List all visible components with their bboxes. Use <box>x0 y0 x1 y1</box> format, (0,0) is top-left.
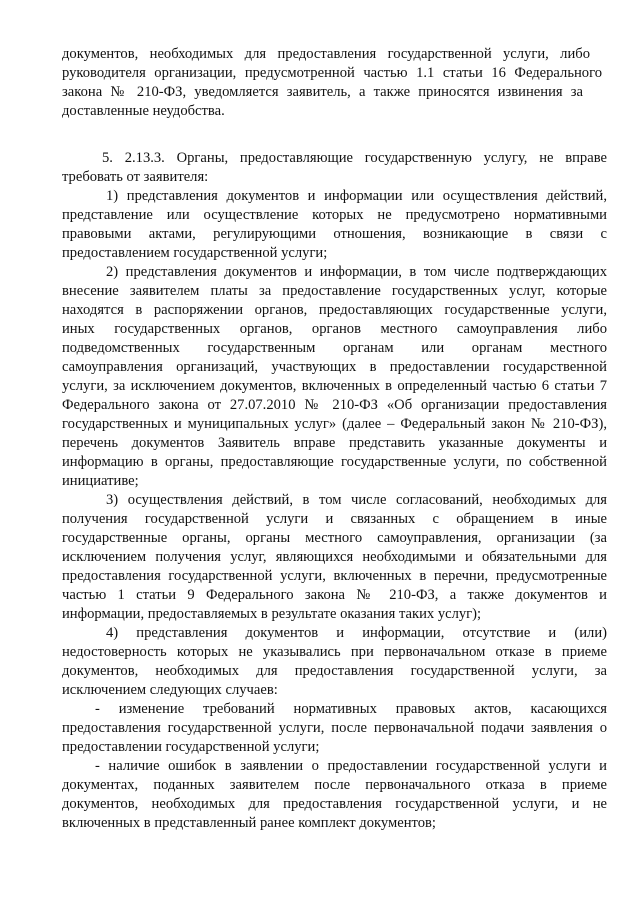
text-line: документов, необходимых для предоставления государственной услуги, и не <box>62 796 607 812</box>
text-line: исключением получения услуг, являющихся необходимыми и обязательными для <box>62 549 607 565</box>
text-line: документах, поданных заявителем после первоначального отказа в приеме <box>62 777 607 793</box>
text-line: документов, необходимых для предоставления государственной услуги, либо <box>62 46 590 62</box>
text-line: включенных в представленный ранее комплект документов; <box>62 815 436 831</box>
text-line: представление или осуществление которых не предусмотрено нормативными <box>62 207 607 223</box>
text-line: предоставления государственной услуги, после первоначальной подачи заявления о <box>62 720 607 736</box>
text-line: требовать от заявителя: <box>62 169 209 185</box>
text-line: иных государственных органов, органов местного самоуправления либо <box>62 321 607 337</box>
text-line: самоуправления организаций, участвующих в предоставлении государственной <box>62 359 607 375</box>
text-line: информации, предоставляемых в результате оказания таких услуг); <box>62 606 482 622</box>
text-line: частью 1 статьи 9 Федерального закона № 210-ФЗ, а также документов и <box>62 587 607 603</box>
text-line: предоставлении государственной услуги; <box>62 739 320 755</box>
text-line: недостоверность которых не указывались при первоначальном отказе в приеме <box>62 644 607 660</box>
text-line: 1) представления документов и информации или осуществления действий, <box>106 188 607 204</box>
text-line: исключением следующих случаев: <box>62 682 278 698</box>
text-line: государственных и муниципальных услуг» (далее – Федеральный закон № 210-ФЗ), <box>62 416 607 432</box>
text-line: получения государственной услуги и связанных с обращением в иные <box>62 511 607 527</box>
text-line: 5. 2.13.3. Органы, предоставляющие государственную услугу, не вправе <box>102 150 607 166</box>
text-line: документов, необходимых для предоставления государственной услуги, за <box>62 663 607 679</box>
text-line: предоставлением государственной услуги; <box>62 245 328 261</box>
text-line: Федерального закона от 27.07.2010 № 210-ФЗ «Об организации предоставления <box>62 397 607 413</box>
text-line: государственные органы, органы местного самоуправления, организации (за <box>62 530 607 546</box>
text-line: информацию в органы, предоставляющие государственные услуги, по собственной <box>62 454 607 470</box>
text-line: - изменение требований нормативных правовых актов, касающихся <box>95 701 607 717</box>
text-line: 2) представления документов и информации, в том числе подтверждающих <box>106 264 607 280</box>
text-line: инициативе; <box>62 473 139 489</box>
text-line: внесение заявителем платы за предоставление государственных услуг, которые <box>62 283 607 299</box>
text-line: находятся в распоряжении органов, предоставляющих государственные услуги, <box>62 302 607 318</box>
text-line: правовыми актами, регулирующими отношения, возникающие в связи с <box>62 226 607 242</box>
text-line: подведомственных государственным органам или органам местного <box>62 340 607 356</box>
text-line: закона № 210-ФЗ, уведомляется заявитель, а также приносятся извинения за <box>62 84 583 100</box>
text-line: услуги, за исключением документов, включенных в определенный частью 6 статьи 7 <box>62 378 607 394</box>
text-line: 3) осуществления действий, в том числе согласований, необходимых для <box>106 492 607 508</box>
text-line: перечень документов Заявитель вправе представить указанные документы и <box>62 435 607 451</box>
text-line: доставленные неудобства. <box>62 103 225 119</box>
text-line: руководителя организации, предусмотренной частью 1.1 статьи 16 Федерального <box>62 65 602 81</box>
text-line: предоставления государственной услуги, включенных в перечни, предусмотренные <box>62 568 607 584</box>
text-line: - наличие ошибок в заявлении о предоставлении государственной услуги и <box>95 758 607 774</box>
text-line: 4) представления документов и информации, отсутствие и (или) <box>106 625 607 641</box>
